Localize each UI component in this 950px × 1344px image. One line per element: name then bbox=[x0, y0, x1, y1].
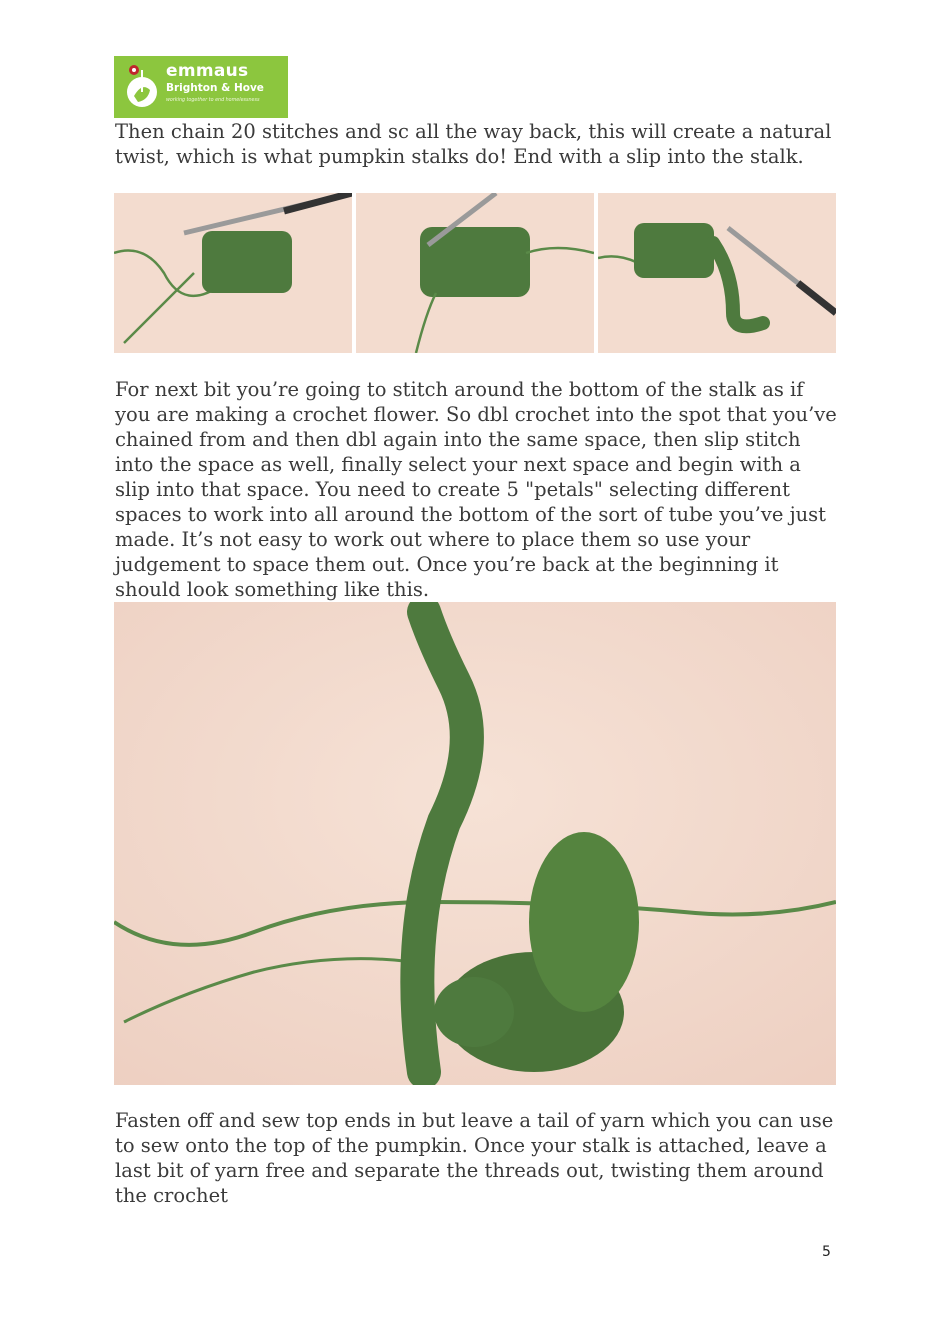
page-number: 5 bbox=[822, 1244, 831, 1260]
photo-step-3 bbox=[598, 193, 836, 353]
flower-hand-icon bbox=[122, 62, 162, 112]
logo-tagline: working together to end homelessness bbox=[166, 98, 260, 103]
paragraph-chain-stitches: Then chain 20 stitches and sc all the way back, this will create a natural twist, which is what pumpkin stalks do! End with a slip into the stalk. bbox=[115, 120, 832, 168]
photo-finished-stalk bbox=[114, 602, 836, 1085]
photo-step-2 bbox=[356, 193, 594, 353]
photo-step-1 bbox=[114, 193, 352, 353]
logo-subtitle: Brighton & Hove bbox=[166, 82, 264, 94]
logo-brand: emmaus bbox=[166, 61, 249, 81]
paragraph-petals-instructions: For next bit you’re going to stitch around the bottom of the stalk as if you are making a crochet flower. So dbl crochet into the spot that you’ve chained from and then dbl again into the same space, then slip stitch into the space as well, finally select your next space and begin with a slip into that space. You need to create 5 "petals" selecting different spaces to work into all around the bottom of the sort of tube you’ve just made. It’s not easy to work out where to place them so use your judgement to space them out. Once you’re back at the beginning it should look something like this. bbox=[115, 378, 837, 601]
paragraph-fasten-off: Fasten off and sew top ends in but leave a tail of yarn which you can use to sew onto the top of the pumpkin. Once your stalk is attached, leave a last bit of yarn free and separate the threads out, twisting them around the crochet bbox=[115, 1109, 834, 1207]
emmaus-logo bbox=[114, 56, 288, 118]
